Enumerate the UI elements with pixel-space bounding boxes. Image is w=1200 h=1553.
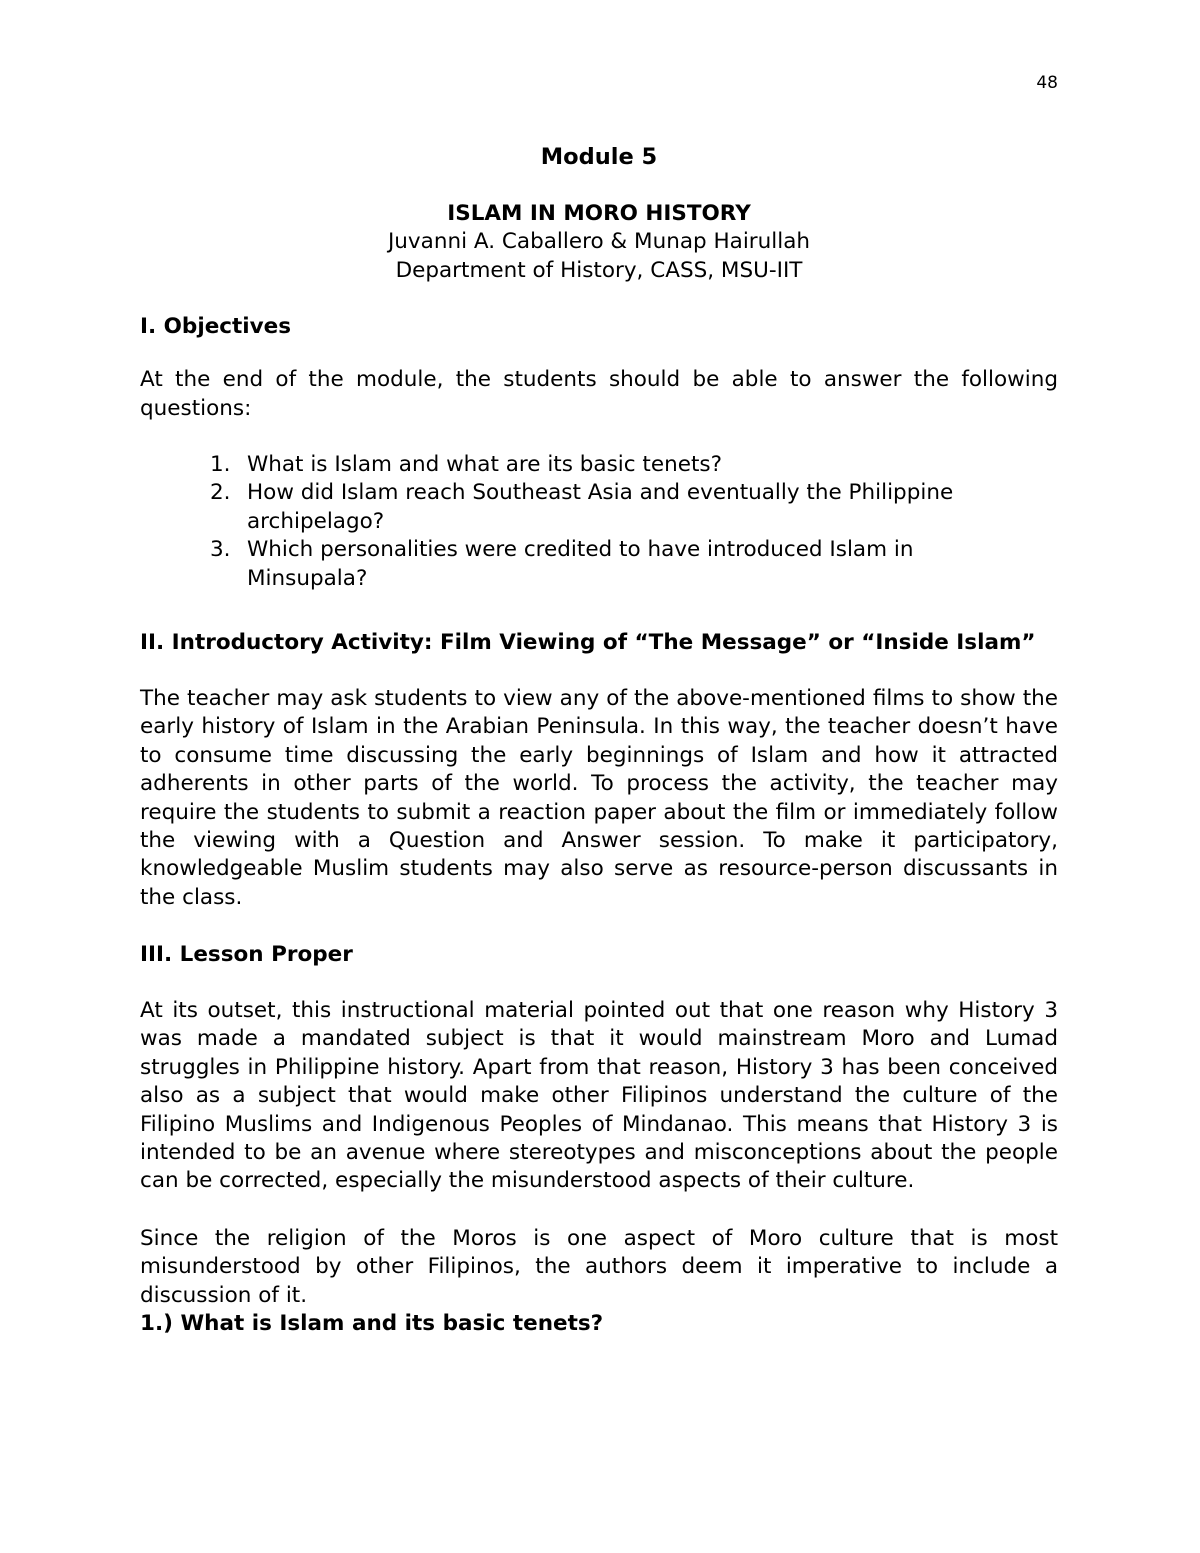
list-item xyxy=(140,536,1000,593)
department-line: Department of History, CASS, MSU-IIT xyxy=(395,258,803,283)
intro-activity-heading: II. Introductory Activity: Film Viewing of “The Message” or “Inside Islam” xyxy=(140,630,1036,655)
list-item-number: 3. xyxy=(210,537,231,563)
module-title: ISLAM IN MORO HISTORY xyxy=(447,201,751,226)
objectives-intro-line2: questions: xyxy=(140,396,252,421)
objectives-intro-line1: At the end of the module, the students should be able to answer the following xyxy=(140,367,1058,392)
list-item-text: How did Islam reach Southeast Asia and eventually the Philippine archipelago? xyxy=(247,480,954,534)
lesson-paragraph-2: Since the religion of the Moros is one aspect of Moro culture that is most misunderstood by other Filipinos, the authors deem it imperative to include a discussion of it. xyxy=(140,1226,1058,1308)
list-item xyxy=(140,479,967,536)
list-item-text: What is Islam and what are its basic tenets? xyxy=(247,452,722,477)
lesson-heading: III. Lesson Proper xyxy=(140,942,353,967)
intro-activity-body: The teacher may ask students to view any of the above-mentioned films to show the early history of Islam in the Arabian Peninsula. In this way, the teacher doesn’t have to consume time discussing the early beginnings of Islam and how it attracted adherents in other parts of the world. To process the activity, the teacher may require the students to submit a reaction paper about the film or immediately follow the viewing with a Question and Answer session. To make it participatory, knowledgeable Muslim students may also serve as resource-person discussants in the class. xyxy=(140,686,1058,910)
authors-line: Juvanni A. Caballero & Munap Hairullah xyxy=(387,229,811,254)
page-number: 48 xyxy=(1036,73,1058,93)
list-item xyxy=(140,451,1000,479)
subheading-islam-tenets: 1.) What is Islam and its basic tenets? xyxy=(140,1311,604,1336)
list-item-text: Which personalities were credited to have introduced Islam in Minsupala? xyxy=(247,537,914,591)
list-item-number: 1. xyxy=(210,452,231,477)
list-item-number: 2. xyxy=(210,480,231,506)
objectives-heading: I. Objectives xyxy=(140,314,292,339)
module-label: Module 5 xyxy=(540,144,658,170)
objectives-list xyxy=(140,451,1000,593)
lesson-paragraph-1: At its outset, this instructional material pointed out that one reason why History 3 was made a mandated subject is that it would mainstream Moro and Lumad struggles in Philippine history. Apart from that reason, History 3 has been conceived also as a subject that would make other Filipinos understand the culture of the Filipino Muslims and Indigenous Peoples of Mindanao. This means that History 3 is intended to be an avenue where stereotypes and misconceptions about the people can be corrected, especially the misunderstood aspects of their culture. xyxy=(140,998,1058,1194)
